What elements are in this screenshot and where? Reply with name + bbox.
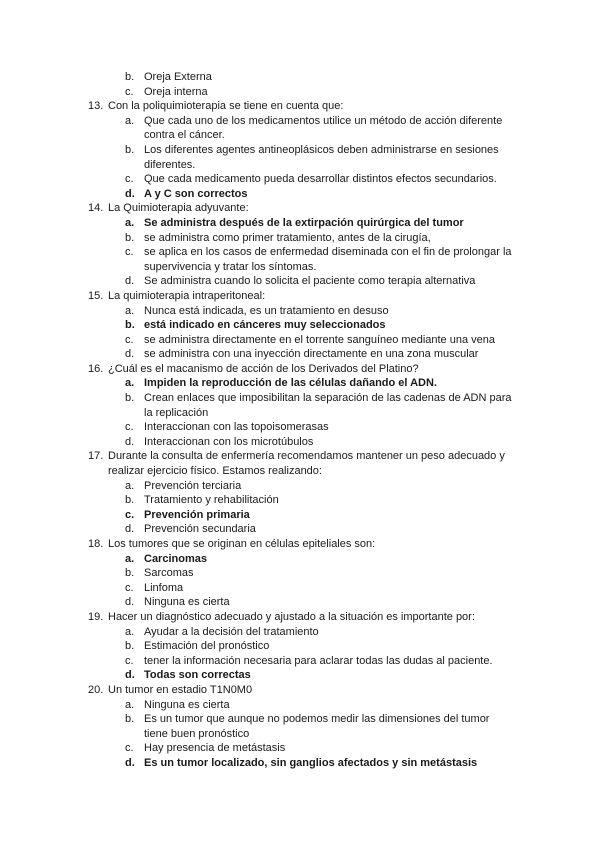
question-number: 14. [88, 202, 104, 215]
option-letter: b. [125, 713, 135, 726]
intro-option-b [0, 70, 600, 85]
option-d [0, 522, 600, 537]
question-stem [0, 537, 600, 552]
option-letter: d. [125, 435, 135, 448]
question-stem [0, 610, 600, 625]
question-stem [0, 201, 600, 216]
option-a-correct [0, 216, 600, 231]
question-number: 20. [88, 683, 104, 696]
option-letter: b. [125, 494, 135, 507]
question-20 [0, 683, 600, 771]
option-text: Carcinomas [144, 552, 207, 565]
option-text: está indicado en cánceres muy seleccionados [144, 319, 386, 332]
option-c [0, 172, 600, 187]
option-letter: c. [125, 581, 134, 594]
option-letter: b. [125, 143, 135, 156]
question-number: 15. [88, 289, 104, 302]
option-d-correct [0, 668, 600, 683]
option-a [0, 479, 600, 494]
question-18 [0, 537, 600, 610]
option-text: Ninguna es cierta [144, 698, 230, 711]
option-letter: b. [125, 640, 135, 653]
option-b [0, 231, 600, 246]
option-letter: a. [125, 698, 135, 711]
option-letter: d. [125, 756, 135, 769]
question-text: Con la poliquimioterapia se tiene en cuenta que: [108, 100, 344, 113]
question-text: Durante la consulta de enfermería recomendamos mantener un peso adecuado y realizar ejercicio físico. Estamos realizando: [108, 450, 505, 478]
option-b [0, 143, 600, 172]
option-text: Crean enlaces que imposibilitan la separación de las cadenas de ADN para la replicación [144, 392, 512, 419]
option-letter: c. [125, 421, 134, 434]
option-text: Prevención secundaria [144, 523, 256, 536]
question-stem [0, 362, 600, 377]
question-text: La Quimioterapia adyuvante: [108, 202, 249, 215]
option-text: Linfoma [144, 581, 184, 594]
question-15 [0, 289, 600, 362]
option-text: A y C son correctos [144, 187, 248, 200]
option-text: Oreja Externa [144, 71, 212, 83]
option-c-correct [0, 508, 600, 523]
option-letter: a. [125, 479, 135, 492]
option-a [0, 304, 600, 319]
option-b [0, 566, 600, 581]
option-letter: c. [125, 246, 134, 259]
option-text: Impiden la reproducción de las células dañando el ADN. [144, 377, 437, 390]
option-letter: d. [125, 596, 135, 609]
option-text: se administra directamente en el torrente sanguíneo mediante una vena [144, 333, 495, 346]
option-text: Interaccionan con las topoisomerasas [144, 421, 329, 434]
option-c [0, 741, 600, 756]
option-c [0, 581, 600, 596]
option-letter: c. [125, 654, 134, 667]
option-d [0, 347, 600, 362]
option-letter: d. [125, 523, 135, 536]
option-text: tener la información necesaria para aclarar todas las dudas al paciente. [144, 654, 493, 667]
question-number: 19. [88, 610, 104, 623]
option-letter: a. [125, 216, 135, 229]
option-text: Estimación del pronóstico [144, 640, 270, 653]
option-text: Ayudar a la decisión del tratamiento [144, 625, 319, 638]
option-letter: b. [125, 392, 135, 405]
question-stem [0, 289, 600, 304]
option-text: Sarcomas [144, 567, 194, 580]
question-stem [0, 683, 600, 698]
option-text: Que cada medicamento pueda desarrollar distintos efectos secundarios. [144, 173, 497, 186]
document-page [0, 70, 600, 771]
question-19 [0, 610, 600, 683]
option-d [0, 595, 600, 610]
question-14 [0, 201, 600, 289]
option-d-correct [0, 187, 600, 202]
option-text: Prevención terciaria [144, 479, 242, 492]
option-a [0, 698, 600, 713]
option-b [0, 493, 600, 508]
question-text: Un tumor en estadio T1N0M0 [108, 683, 253, 696]
option-letter: a. [125, 304, 135, 317]
question-13 [0, 99, 600, 201]
option-b [0, 712, 600, 741]
option-text: Tratamiento y rehabilitación [144, 494, 279, 507]
question-17 [0, 449, 600, 537]
option-text: Todas son correctas [144, 669, 251, 682]
option-letter: c. [125, 508, 135, 521]
option-d-correct [0, 756, 600, 771]
question-number: 16. [88, 362, 104, 375]
option-c [0, 245, 600, 274]
option-a [0, 114, 600, 143]
option-b [0, 639, 600, 654]
option-d [0, 274, 600, 289]
option-text: Se administra cuando lo solicita el paciente como terapia alternativa [144, 275, 476, 288]
option-c [0, 420, 600, 435]
option-letter: c. [125, 742, 134, 755]
option-text: Es un tumor que aunque no podemos medir las dimensiones del tumor tiene buen pronóstico [144, 713, 490, 740]
option-text: Hay presencia de metástasis [144, 742, 286, 755]
option-c [0, 333, 600, 348]
option-letter: d. [125, 669, 135, 682]
option-a [0, 625, 600, 640]
option-letter: c. [125, 333, 134, 346]
option-letter: b. [125, 567, 135, 580]
option-b [0, 391, 600, 420]
question-text: ¿Cuál es el macanismo de acción de los Derivados del Platino? [108, 362, 419, 375]
option-letter: a. [125, 625, 135, 638]
question-number: 13. [88, 100, 104, 113]
option-text: se administra como primer tratamiento, antes de la cirugía, [144, 231, 431, 244]
option-letter: a. [125, 377, 135, 390]
option-text: Ninguna es cierta [144, 596, 230, 609]
intro-option-c [0, 85, 600, 100]
option-text: se administra con una inyección directamente en una zona muscular [144, 348, 479, 361]
option-text: Se administra después de la extirpación quirúrgica del tumor [144, 216, 464, 229]
question-text: Hacer un diagnóstico adecuado y ajustado a la situación es importante por: [108, 610, 475, 623]
question-number: 17. [88, 450, 104, 463]
option-letter: c. [125, 173, 134, 186]
option-c [0, 654, 600, 669]
option-text: Que cada uno de los medicamentos utilice un método de acción diferente contra el cáncer. [144, 114, 503, 142]
option-text: Oreja interna [144, 85, 208, 98]
option-text: se aplica en los casos de enfermedad diseminada con el fin de prolongar la supervivencia y tratar los síntomas. [144, 246, 512, 273]
question-16 [0, 362, 600, 450]
option-a-correct [0, 376, 600, 391]
option-text: Nunca está indicada, es un tratamiento en desuso [144, 304, 389, 317]
option-letter: b. [125, 231, 135, 244]
option-text: Los diferentes agentes antineoplásicos deben administrarse en sesiones diferentes. [144, 143, 499, 171]
question-stem [0, 99, 600, 114]
question-text: Los tumores que se originan en células epiteliales son: [108, 538, 376, 550]
option-text: Interaccionan con los microtúbulos [144, 435, 314, 448]
option-a-correct [0, 552, 600, 567]
option-letter: a. [125, 114, 135, 127]
question-text: La quimioterapia intraperitoneal: [108, 289, 266, 302]
option-text: Prevención primaria [144, 508, 250, 521]
option-letter: b. [125, 319, 135, 332]
question-stem [0, 449, 600, 478]
option-d [0, 435, 600, 450]
question-number: 18. [88, 538, 104, 550]
option-letter: d. [125, 275, 135, 288]
option-letter: c. [125, 85, 134, 98]
option-b-correct [0, 318, 600, 333]
option-letter: b. [125, 71, 135, 83]
option-letter: d. [125, 187, 135, 200]
option-text: Es un tumor localizado, sin ganglios afectados y sin metástasis [144, 756, 478, 769]
option-letter: a. [125, 552, 135, 565]
option-letter: d. [125, 348, 135, 361]
